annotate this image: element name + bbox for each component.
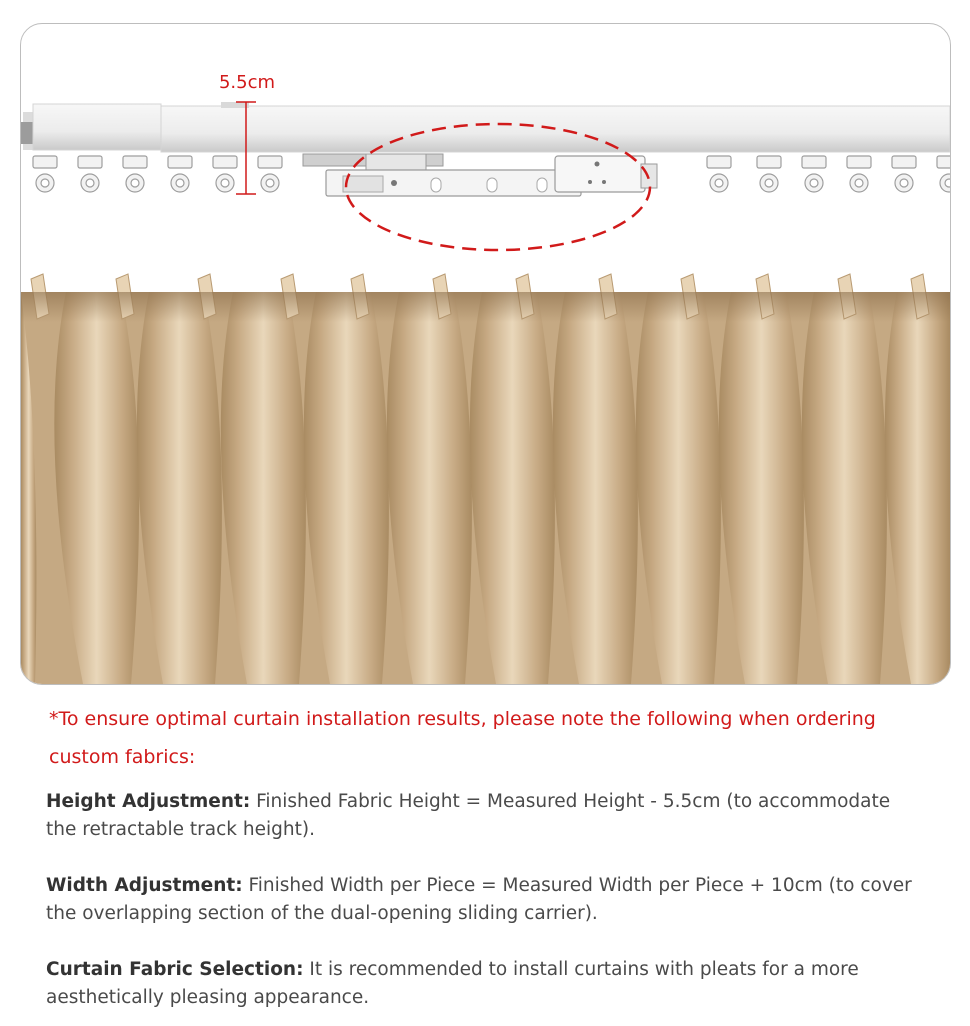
height-adjustment-text: Finished Fabric Height = Measured Height - 5.5cm (to accommodate the retractable track height).	[46, 791, 891, 840]
fabric-selection-note	[46, 956, 926, 1012]
width-adjustment-note	[46, 872, 926, 928]
product-illustration	[20, 23, 951, 685]
pleated-curtain	[21, 274, 950, 684]
width-adjustment-term: Width Adjustment:	[46, 875, 243, 896]
height-adjustment-term: Height Adjustment:	[46, 791, 251, 812]
fabric-selection-term: Curtain Fabric Selection:	[46, 959, 304, 980]
sliding-carrier	[303, 154, 657, 196]
height-dimension-label: 5.5cm	[218, 72, 276, 93]
glider-hooks-left	[33, 156, 282, 192]
width-adjustment-text: Finished Width per Piece = Measured Width per Piece + 10cm (to cover the overlapping section of the dual-opening sliding carrier).	[46, 875, 912, 924]
glider-hooks-right	[707, 156, 950, 192]
track-rail	[21, 102, 950, 154]
height-adjustment-note	[46, 788, 926, 844]
fabric-selection-text: It is recommended to install curtains with pleats for a more aesthetically pleasing appearance.	[46, 959, 859, 1008]
ordering-notice: *To ensure optimal curtain installation results, please note the following when ordering custom fabrics:	[49, 708, 876, 768]
curtain-track-diagram	[21, 24, 950, 684]
